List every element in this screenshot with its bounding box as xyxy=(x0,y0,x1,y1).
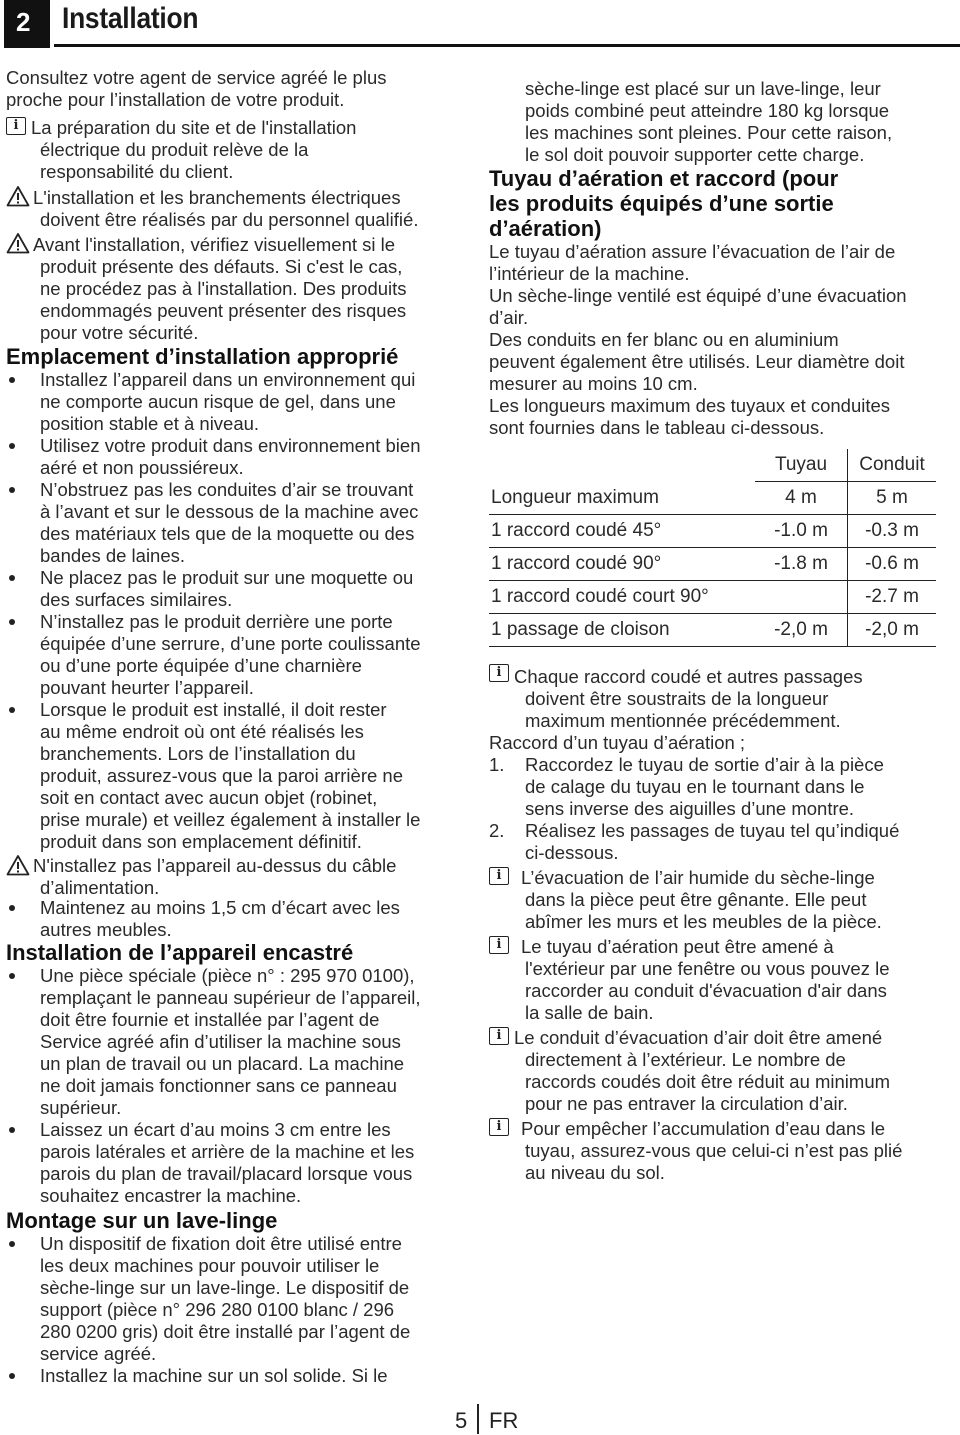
continued-text: sèche-linge est placé sur un lave-linge, leur xyxy=(525,78,881,99)
bullet-text: position stable et à niveau. xyxy=(40,413,260,434)
section-title: d’aération) xyxy=(489,216,602,241)
step-text: Réalisez les passages de tuyau tel qu’indiqué xyxy=(525,820,900,841)
note-text: Le tuyau d’aération peut être amené à xyxy=(521,936,834,957)
step-text: Raccordez le tuyau de sortie d’air à la pièce xyxy=(525,754,884,775)
bullet-text: Laissez un écart d’au moins 3 cm entre les xyxy=(40,1119,391,1140)
paragraph-text: l’intérieur de la machine. xyxy=(489,263,690,284)
paragraph-text: Un sèche-linge ventilé est équipé d’une évacuation xyxy=(489,285,907,306)
table-cell-tuyau: -1.8 m xyxy=(755,548,848,581)
paragraph-text: d’air. xyxy=(489,307,529,328)
bullet-text: prise murale) et veillez également à installer le xyxy=(40,809,421,830)
info-icon: i xyxy=(489,664,509,682)
note-text: dans la pièce peut être gênante. Elle peut xyxy=(525,889,867,910)
table-cell-label: Longueur maximum xyxy=(489,482,755,515)
bullet-text: Une pièce spéciale (pièce n° : 295 970 0100), xyxy=(40,965,415,986)
table-cell-label: 1 raccord coudé 90° xyxy=(489,548,755,581)
bullet-text: 280 0200 gris) doit être installé par l’agent de xyxy=(40,1321,411,1342)
section-title: Installation de l’appareil encastré xyxy=(6,940,354,965)
bullet-text: N’installez pas le produit derrière une porte xyxy=(40,611,393,632)
table-header-conduit: Conduit xyxy=(848,449,937,482)
warning-text: doivent être réalisés par du personnel qualifié. xyxy=(40,209,419,230)
table-header-tuyau: Tuyau xyxy=(755,449,848,482)
note-text: doivent être soustraits de la longueur xyxy=(525,688,829,709)
bullet-text: service agréé. xyxy=(40,1343,157,1364)
section-title: Tuyau d’aération et raccord (pour xyxy=(489,166,839,191)
section-title: Emplacement d’installation approprié xyxy=(6,344,399,369)
bullet-text: doit être fournie et installée par l’agent de xyxy=(40,1009,380,1030)
table-row xyxy=(489,548,936,581)
note-text: directement à l’extérieur. Le nombre de xyxy=(525,1049,846,1070)
section-title: les produits équipés d’une sortie xyxy=(489,191,834,216)
table-cell-conduit: -0.6 m xyxy=(848,548,937,581)
bullet-text: Utilisez votre produit dans environnement bien xyxy=(40,435,421,456)
header-rule xyxy=(54,44,960,47)
bullet-text: ne comporte aucun risque de gel, dans une xyxy=(40,391,396,412)
step-text: ci-dessous. xyxy=(525,842,619,863)
bullet-text: Lorsque le produit est installé, il doit rester xyxy=(40,699,387,720)
table-cell-tuyau: -1.0 m xyxy=(755,515,848,548)
bullet-text: ou d’une porte équipée d’une charnière xyxy=(40,655,362,676)
table-cell-label: 1 raccord coudé 45° xyxy=(489,515,755,548)
intro-text: Consultez votre agent de service agréé le plus xyxy=(6,67,387,88)
paragraph-text: Le tuyau d’aération assure l’évacuation de l’air de xyxy=(489,241,896,262)
step-number: 2. xyxy=(489,820,505,841)
section-title: Montage sur un lave-linge xyxy=(6,1208,278,1233)
step-number: 1. xyxy=(489,754,505,775)
warning-text: pour votre sécurité. xyxy=(40,322,199,343)
bullet-dot xyxy=(9,707,15,713)
table-cell-tuyau: -2,0 m xyxy=(755,614,848,647)
warning-icon xyxy=(6,854,30,876)
bullet-text: Service agréé afin d’utiliser la machine sous xyxy=(40,1031,401,1052)
bullet-dot xyxy=(9,973,15,979)
bullet-text: support (pièce n° 296 280 0100 blanc / 296 xyxy=(40,1299,395,1320)
page-number: 5 xyxy=(455,1408,468,1433)
info-icon: i xyxy=(6,117,26,135)
warning-icon xyxy=(6,185,30,207)
note-text: raccorder au conduit d'évacuation d'air dans xyxy=(525,980,887,1001)
step-text: de calage du tuyau en le tournant dans le xyxy=(525,776,865,797)
warning-text: N'installez pas l’appareil au-dessus du câble xyxy=(33,855,397,876)
table-cell-conduit: -2.7 m xyxy=(848,581,937,614)
table-cell-conduit: 5 m xyxy=(848,482,937,515)
bullet-text: sèche-linge sur un lave-linge. Le dispositif de xyxy=(40,1277,410,1298)
bullet-text: Installez la machine sur un sol solide. Si le xyxy=(40,1365,388,1386)
note-text: tuyau, assurez-vous que celui-ci n’est pas plié xyxy=(525,1140,903,1161)
warning-text: endommagés peuvent présenter des risques xyxy=(40,300,407,321)
bullet-text: ne doit jamais fonctionner sans ce panneau xyxy=(40,1075,397,1096)
info-icon: i xyxy=(489,1118,509,1136)
info-icon: i xyxy=(489,1027,509,1045)
note-text: au niveau du sol. xyxy=(525,1162,665,1183)
warning-text: Avant l'installation, vérifiez visuellement si le xyxy=(33,234,396,255)
bullet-text: à l’avant et sur le dessous de la machine avec xyxy=(40,501,419,522)
continued-text: poids combiné peut atteindre 180 kg lorsque xyxy=(525,100,890,121)
paragraph-text: Les longueurs maximum des tuyaux et conduites xyxy=(489,395,891,416)
note-text: la salle de bain. xyxy=(525,1002,654,1023)
note-text: La préparation du site et de l'installation xyxy=(31,117,357,138)
table-row xyxy=(489,581,936,614)
bullet-dot xyxy=(9,377,15,383)
bullet-text: parois latérales et arrière de la machine et les xyxy=(40,1141,415,1162)
footer-separator xyxy=(477,1404,479,1434)
bullet-text: bandes de laines. xyxy=(40,545,186,566)
bullet-dot xyxy=(9,1373,15,1379)
table-row xyxy=(489,614,936,647)
warning-text: produit présente des défauts. Si c'est le cas, xyxy=(40,256,403,277)
intro-text: proche pour l’installation de votre produit. xyxy=(6,89,345,110)
bullet-dot xyxy=(9,487,15,493)
continued-text: les machines sont pleines. Pour cette raison, xyxy=(525,122,893,143)
bullet-text: des surfaces similaires. xyxy=(40,589,233,610)
note-text: Pour empêcher l’accumulation d’eau dans le xyxy=(521,1118,886,1139)
info-icon: i xyxy=(489,936,509,954)
warning-text: L'installation et les branchements électriques xyxy=(33,187,401,208)
bullet-dot xyxy=(9,575,15,581)
note-text: responsabilité du client. xyxy=(40,161,234,182)
bullet-text: un plan de travail ou un placard. La machine xyxy=(40,1053,405,1074)
table-cell-label: 1 raccord coudé court 90° xyxy=(489,581,755,614)
bullet-text: des matériaux tels que de la moquette ou des xyxy=(40,523,415,544)
bullet-text: Ne placez pas le produit sur une moquette ou xyxy=(40,567,414,588)
bullet-text: aéré et non poussiéreux. xyxy=(40,457,244,478)
note-text: raccords coudés doit être réduit au minimum xyxy=(525,1071,891,1092)
paragraph-text: Des conduits en fer blanc ou en aluminium xyxy=(489,329,839,350)
paragraph-text: mesurer au moins 10 cm. xyxy=(489,373,698,394)
table-cell-conduit: -0.3 m xyxy=(848,515,937,548)
bullet-dot xyxy=(9,1241,15,1247)
bullet-text: Maintenez au moins 1,5 cm d’écart avec les xyxy=(40,897,400,918)
vent-length-table xyxy=(489,449,936,647)
warning-text: d’alimentation. xyxy=(40,877,160,898)
bullet-text: Installez l’appareil dans un environnement qui xyxy=(40,369,416,390)
warning-text: ne procédez pas à l'installation. Des produits xyxy=(40,278,407,299)
bullet-text: N’obstruez pas les conduites d’air se trouvant xyxy=(40,479,414,500)
note-text: pour ne pas entraver la circulation d’air. xyxy=(525,1093,848,1114)
bullet-text: remplaçant le panneau supérieur de l’appareil, xyxy=(40,987,421,1008)
bullet-text: produit, assurez-vous que la paroi arrière ne xyxy=(40,765,403,786)
note-text: l'extérieur par une fenêtre ou vous pouvez le xyxy=(525,958,890,979)
bullet-dot xyxy=(9,619,15,625)
table-row xyxy=(489,482,936,515)
bullet-text: Un dispositif de fixation doit être utilisé entre xyxy=(40,1233,402,1254)
paragraph-text: sont fournies dans le tableau ci-dessous. xyxy=(489,417,825,438)
bullet-text: autres meubles. xyxy=(40,919,172,940)
paragraph-text: peuvent également être utilisés. Leur diamètre doit xyxy=(489,351,905,372)
bullet-text: pouvant heurter l’appareil. xyxy=(40,677,254,698)
bullet-text: produit dans son emplacement définitif. xyxy=(40,831,362,852)
note-text: L’évacuation de l’air humide du sèche-linge xyxy=(521,867,875,888)
warning-icon xyxy=(6,232,30,254)
bullet-dot xyxy=(9,1127,15,1133)
note-text: Chaque raccord coudé et autres passages xyxy=(514,666,863,687)
note-text: Le conduit d’évacuation d’air doit être amené xyxy=(514,1027,883,1048)
chapter-title: Installation xyxy=(62,2,199,35)
bullet-text: parois du plan de travail/placard lorsque vous xyxy=(40,1163,413,1184)
note-text: maximum mentionnée précédemment. xyxy=(525,710,841,731)
bullet-text: soit en contact avec aucun objet (robinet, xyxy=(40,787,378,808)
table-cell-conduit: -2,0 m xyxy=(848,614,937,647)
bullet-text: branchements. Lors de l’installation du xyxy=(40,743,356,764)
bullet-text: supérieur. xyxy=(40,1097,122,1118)
bullet-text: les deux machines pour pouvoir utiliser le xyxy=(40,1255,380,1276)
table-row xyxy=(489,515,936,548)
continued-text: le sol doit pouvoir supporter cette charge. xyxy=(525,144,865,165)
step-text: sens inverse des aiguilles d’une montre. xyxy=(525,798,855,819)
table-cell-label: 1 passage de cloison xyxy=(489,614,755,647)
language-code: FR xyxy=(489,1408,519,1433)
note-text: abîmer les murs et les meubles de la pièce. xyxy=(525,911,882,932)
note-text: électrique du produit relève de la xyxy=(40,139,309,160)
bullet-text: équipée d’une serrure, d’une porte coulissante xyxy=(40,633,421,654)
table-cell-tuyau: 4 m xyxy=(755,482,848,515)
table-cell-tuyau xyxy=(755,581,848,614)
bullet-dot xyxy=(9,443,15,449)
page-footer xyxy=(455,1408,519,1434)
bullet-text: souhaitez encastrer la machine. xyxy=(40,1185,302,1206)
bullet-dot xyxy=(9,905,15,911)
paragraph-text: Raccord d’un tuyau d’aération ; xyxy=(489,732,746,753)
bullet-text: au même endroit où ont été réalisés les xyxy=(40,721,364,742)
info-icon: i xyxy=(489,867,509,885)
chapter-header xyxy=(0,0,960,48)
chapter-number: 2 xyxy=(4,0,50,48)
